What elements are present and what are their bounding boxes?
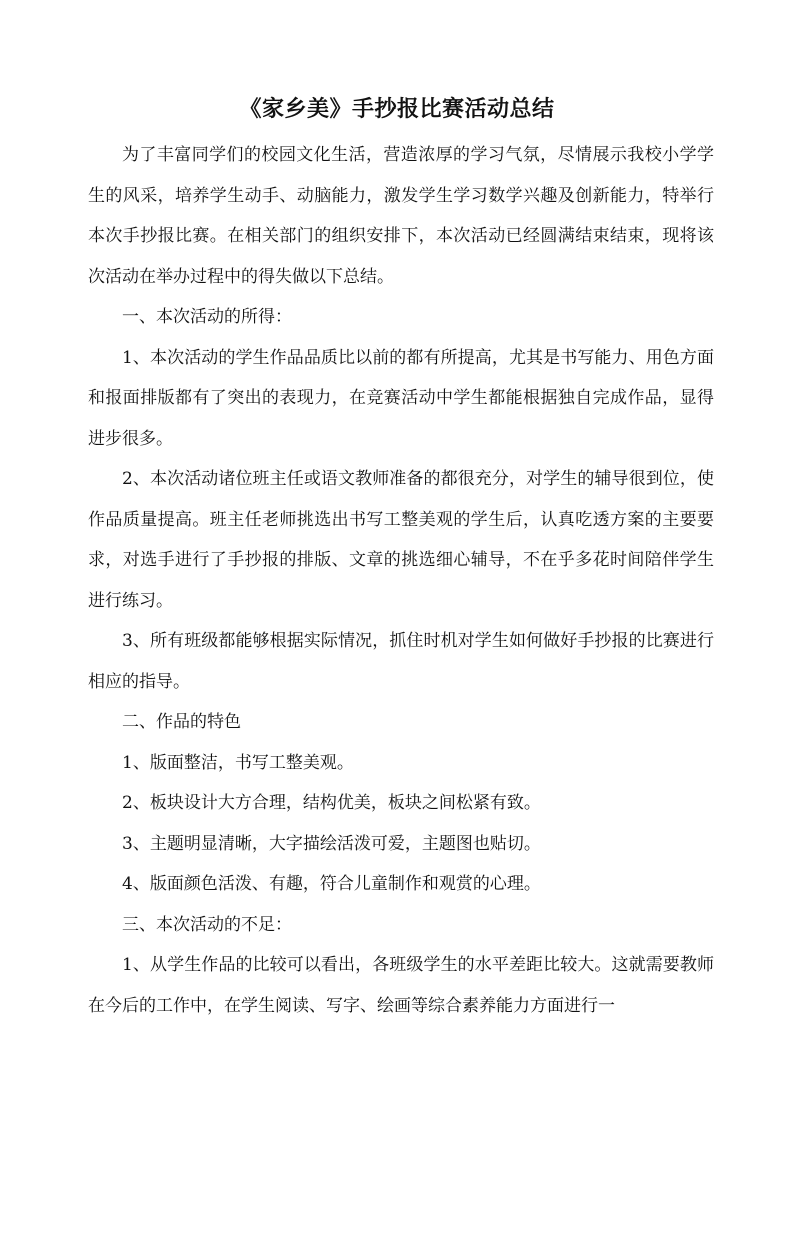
paragraph-feature-2: 2、板块设计大方合理，结构优美，板块之间松紧有致。 [122, 793, 541, 813]
paragraph-gain-1: 1、本次活动的学生作品品质比以前的都有所提高，尤其是书写能力、用色方面和报面排版都有了突出的表现力，在竞赛活动中学生都能根据独自完成作品，显得进步很多。 [88, 347, 714, 449]
paragraph-shortcoming-1: 1、从学生作品的比较可以看出，各班级学生的水平差距比较大。这就需要教师在今后的工作中，在学生阅读、写字、绘画等综合素养能力方面进行一 [88, 955, 714, 1016]
paragraph-intro: 为了丰富同学们的校园文化生活，营造浓厚的学习气氛，尽情展示我校小学学生的风采，培养学生动手、动脑能力，激发学生学习数学兴趣及创新能力，特举行本次手抄报比赛。在相关部门的组织安排下，本次活动已经圆满结束结束，现将该次活动在举办过程中的得失做以下总结。 [88, 145, 714, 287]
paragraph-gain-2: 2、本次活动诸位班主任或语文教师准备的都很充分，对学生的辅导很到位，使作品质量提高。班主任老师挑选出书写工整美观的学生后，认真吃透方案的主要要求，对选手进行了手抄报的排版、文章的挑选细心辅导，不在乎多花时间陪伴学生进行练习。 [88, 469, 714, 611]
section-heading-features: 二、作品的特色 [122, 712, 241, 732]
document-title: 《家乡美》手抄报比赛活动总结 [239, 96, 555, 122]
document-body [88, 135, 714, 1258]
paragraph-feature-4: 4、版面颜色活泼、有趣，符合儿童制作和观赏的心理。 [122, 874, 541, 894]
paragraph-feature-1: 1、版面整洁，书写工整美观。 [122, 752, 354, 773]
paragraph-gain-3: 3、所有班级都能够根据实际情况，抓住时机对学生如何做好手抄报的比赛进行相应的指导。 [88, 631, 714, 692]
section-heading-gains: 一、本次活动的所得： [122, 307, 292, 327]
paragraph-feature-3: 3、主题明显清晰，大字描绘活泼可爱，主题图也贴切。 [122, 833, 541, 854]
section-heading-shortcomings: 三、本次活动的不足： [122, 914, 292, 935]
